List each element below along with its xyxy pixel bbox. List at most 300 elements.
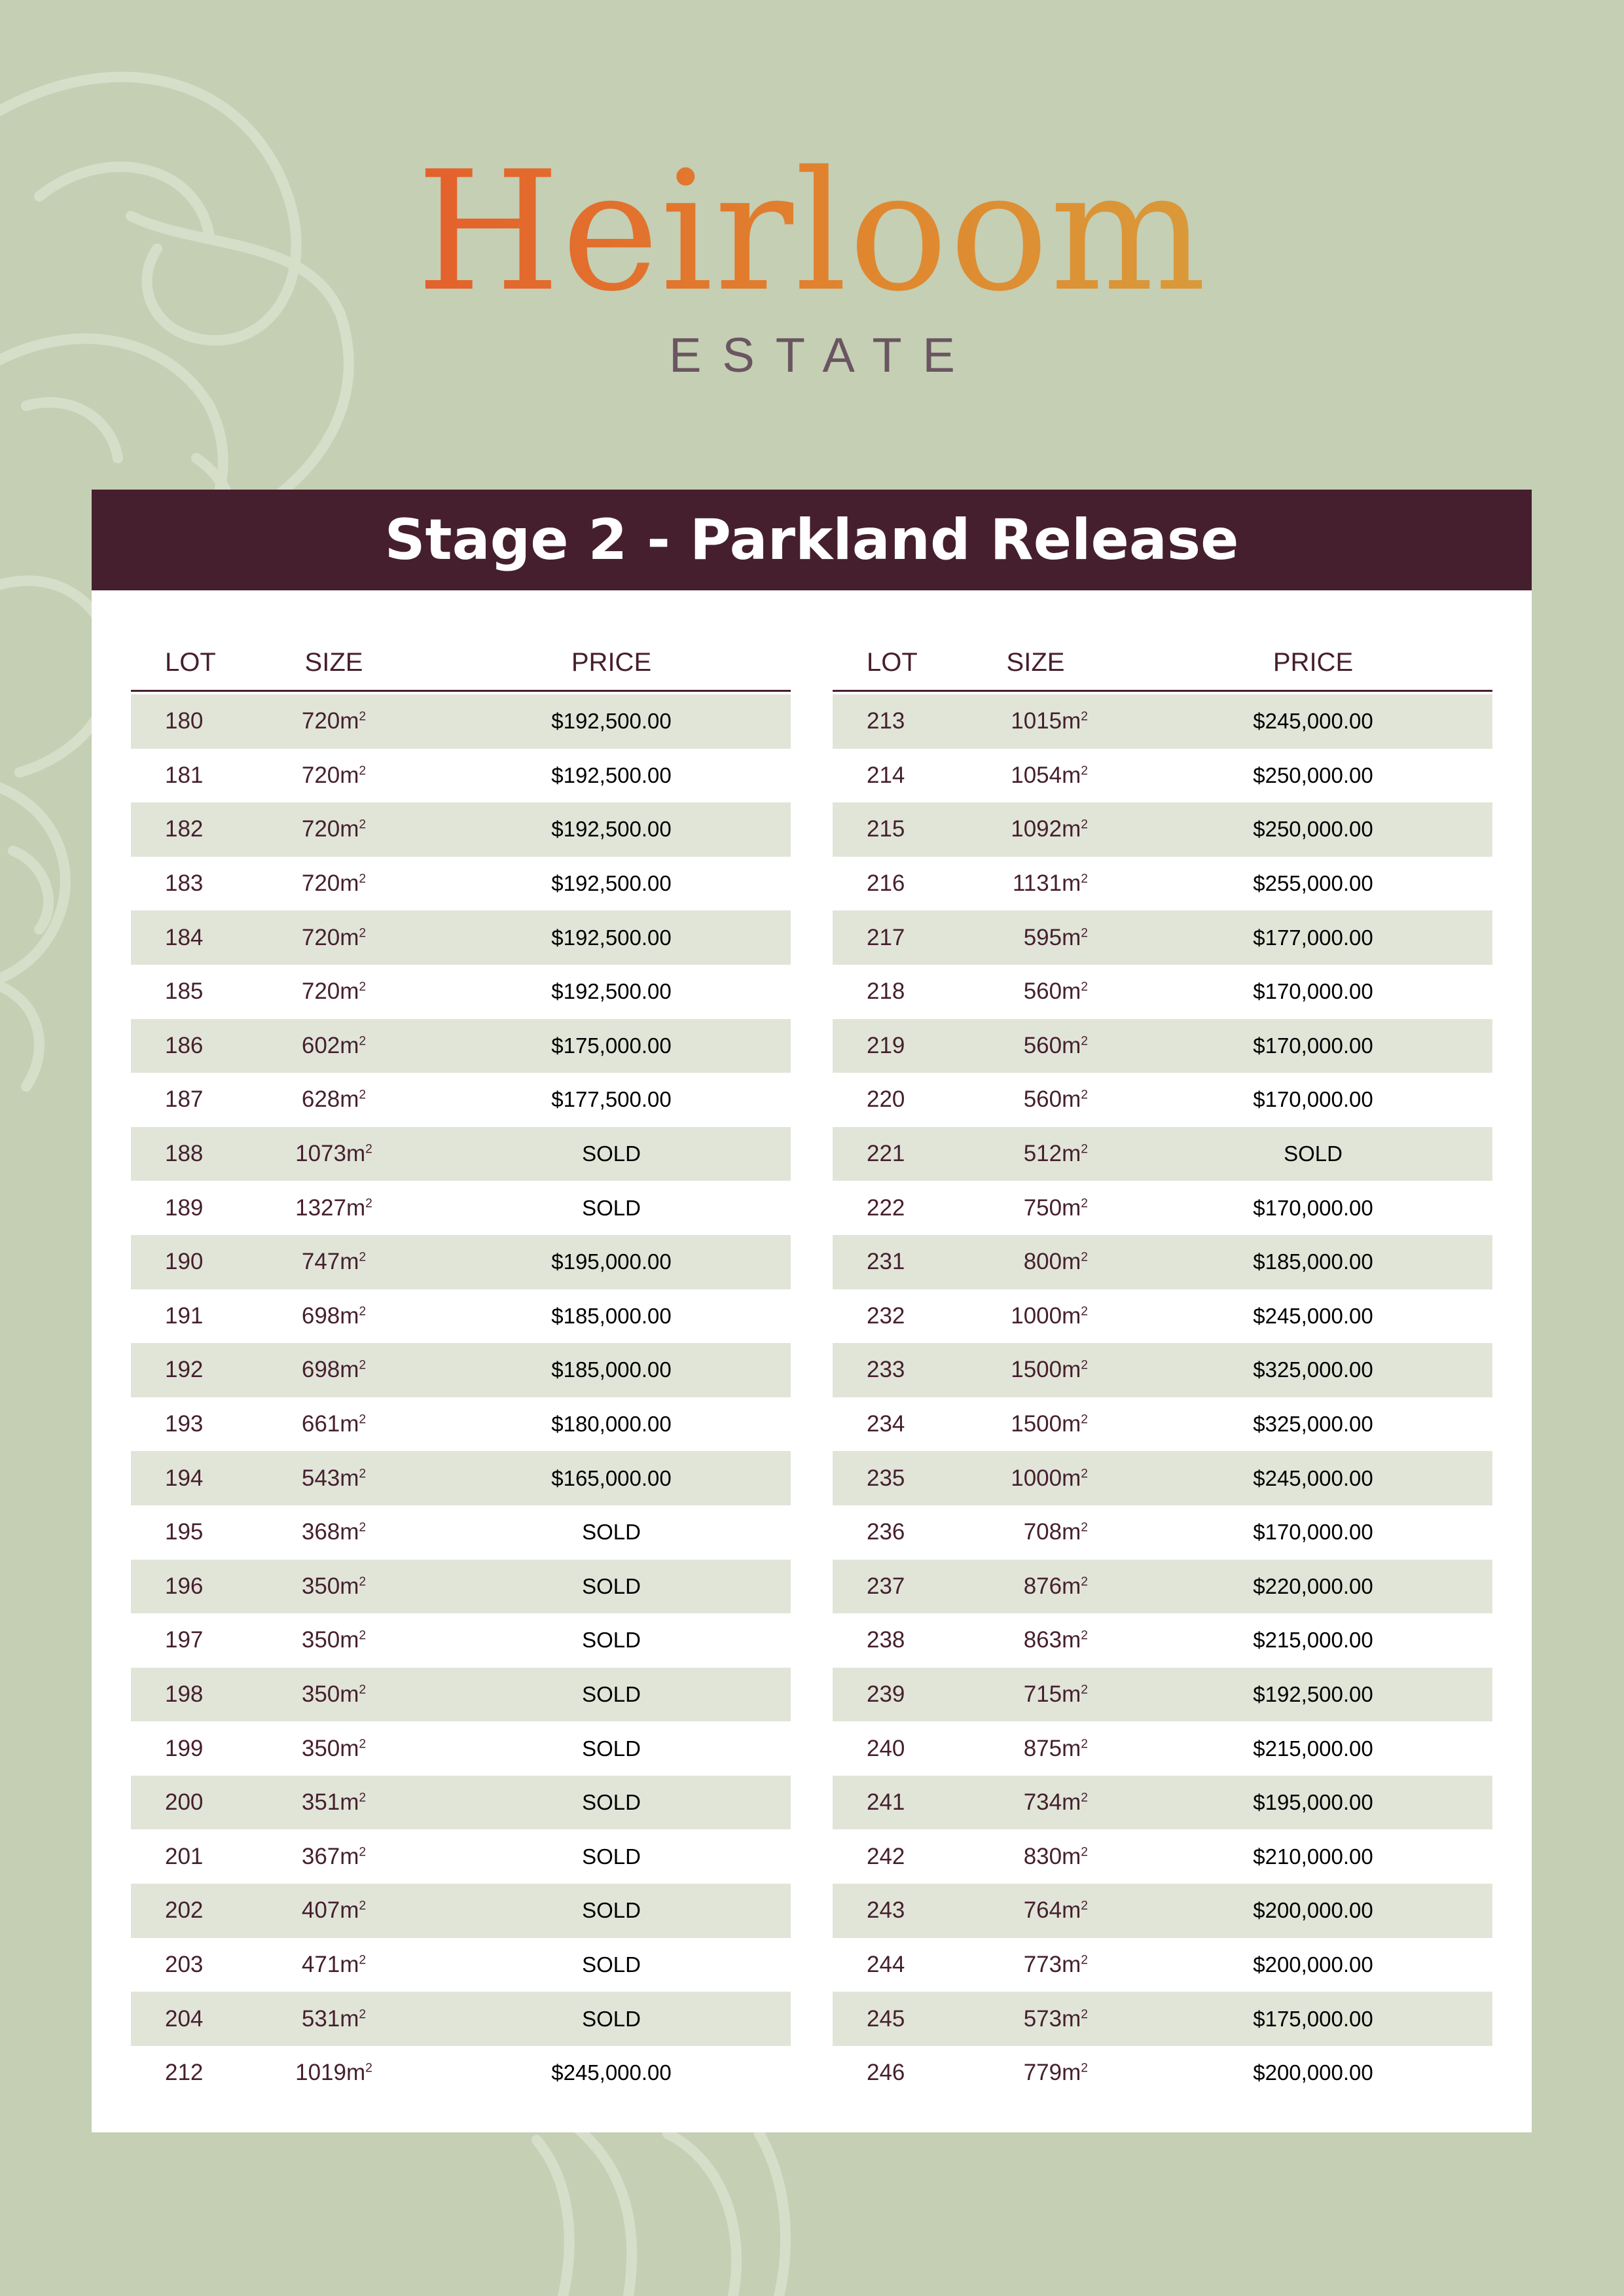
lot-size-value: 875m bbox=[1023, 1735, 1081, 1761]
lot-number: 220 bbox=[867, 1086, 905, 1113]
lot-price: $165,000.00 bbox=[551, 1465, 672, 1490]
lot-size bbox=[937, 1033, 1134, 1059]
square-superscript: 2 bbox=[359, 1250, 367, 1265]
square-superscript: 2 bbox=[359, 1899, 367, 1913]
lot-price: $185,000.00 bbox=[1253, 1249, 1373, 1274]
lot-size-value: 863m bbox=[1023, 1627, 1081, 1653]
lot-size-value: 560m bbox=[1023, 1032, 1081, 1058]
table-row bbox=[131, 1776, 791, 1830]
lot-size bbox=[937, 1141, 1134, 1167]
lot-size bbox=[937, 1195, 1134, 1221]
square-superscript: 2 bbox=[359, 764, 367, 778]
lot-price: $185,000.00 bbox=[551, 1357, 672, 1382]
square-superscript: 2 bbox=[1081, 1466, 1088, 1480]
lot-number: 196 bbox=[165, 1573, 204, 1599]
table-row bbox=[833, 1451, 1492, 1505]
lot-number: 222 bbox=[867, 1194, 905, 1221]
lot-size-value: 750m bbox=[1023, 1194, 1081, 1221]
lot-size-value: 350m bbox=[301, 1735, 359, 1761]
lot-price: $215,000.00 bbox=[1253, 1736, 1373, 1761]
square-superscript: 2 bbox=[1081, 1791, 1088, 1805]
lot-price: $195,000.00 bbox=[551, 1249, 672, 1274]
square-superscript: 2 bbox=[359, 1628, 367, 1643]
lot-price: SOLD bbox=[582, 1898, 641, 1923]
lot-size-value: 830m bbox=[1023, 1843, 1081, 1869]
lot-number: 191 bbox=[165, 1302, 204, 1329]
table-row bbox=[131, 2046, 791, 2100]
lot-number: 194 bbox=[165, 1465, 204, 1491]
square-superscript: 2 bbox=[365, 2061, 372, 2075]
lot-number: 203 bbox=[165, 1951, 204, 1977]
lot-number: 214 bbox=[867, 762, 905, 788]
lot-number: 212 bbox=[165, 2060, 204, 2086]
lot-price: $215,000.00 bbox=[1253, 1628, 1373, 1653]
lot-price: $245,000.00 bbox=[551, 2060, 672, 2085]
lot-size bbox=[236, 2060, 432, 2086]
lot-size-value: 708m bbox=[1023, 1519, 1081, 1545]
square-superscript: 2 bbox=[359, 1034, 367, 1049]
square-superscript: 2 bbox=[359, 1845, 367, 1859]
stage-title: Stage 2 - Parkland Release bbox=[92, 490, 1532, 590]
lot-price: $192,500.00 bbox=[551, 817, 672, 842]
header-size: SIZE bbox=[304, 647, 363, 677]
table-row bbox=[833, 910, 1492, 965]
lot-price: SOLD bbox=[582, 1628, 641, 1653]
lot-price: $170,000.00 bbox=[1253, 1520, 1373, 1545]
lot-size bbox=[937, 870, 1134, 897]
lot-size-value: 1000m bbox=[1011, 1465, 1081, 1491]
square-superscript: 2 bbox=[1081, 764, 1088, 778]
lot-size-value: 720m bbox=[301, 708, 359, 734]
lot-price: $200,000.00 bbox=[1253, 1952, 1373, 1977]
square-superscript: 2 bbox=[359, 1304, 367, 1319]
lot-price: $195,000.00 bbox=[1253, 1790, 1373, 1815]
table-row bbox=[131, 1613, 791, 1668]
lot-number: 243 bbox=[867, 1897, 905, 1924]
square-superscript: 2 bbox=[359, 709, 367, 724]
price-table-left bbox=[131, 635, 791, 2100]
table-row bbox=[131, 1235, 791, 1289]
lot-number: 199 bbox=[165, 1735, 204, 1761]
table-row bbox=[131, 694, 791, 749]
lot-size bbox=[937, 816, 1134, 842]
lot-number: 215 bbox=[867, 816, 905, 842]
table-row bbox=[833, 1829, 1492, 1884]
lot-size bbox=[236, 1465, 432, 1492]
table-row bbox=[833, 2046, 1492, 2100]
square-superscript: 2 bbox=[359, 1520, 367, 1535]
lot-size bbox=[236, 870, 432, 897]
header-price: PRICE bbox=[1272, 647, 1354, 677]
lot-price: SOLD bbox=[582, 1141, 641, 1166]
square-superscript: 2 bbox=[1081, 817, 1088, 832]
lot-size-value: 543m bbox=[301, 1465, 359, 1491]
lot-number: 219 bbox=[867, 1032, 905, 1058]
lot-number: 218 bbox=[867, 978, 905, 1005]
lot-number: 195 bbox=[165, 1519, 204, 1545]
lot-size bbox=[937, 1844, 1134, 1870]
square-superscript: 2 bbox=[1081, 1304, 1088, 1319]
lot-price: $177,000.00 bbox=[1253, 925, 1373, 950]
table-row bbox=[131, 910, 791, 965]
lot-number: 202 bbox=[165, 1897, 204, 1924]
lot-number: 221 bbox=[867, 1141, 905, 1167]
square-superscript: 2 bbox=[1081, 926, 1088, 941]
lot-number: 239 bbox=[867, 1681, 905, 1707]
lot-price: $245,000.00 bbox=[1253, 1465, 1373, 1490]
table-row bbox=[833, 1938, 1492, 1992]
lot-price: $175,000.00 bbox=[551, 1033, 672, 1058]
square-superscript: 2 bbox=[359, 872, 367, 886]
table-row bbox=[833, 1992, 1492, 2046]
lot-size-value: 350m bbox=[301, 1573, 359, 1599]
lot-size bbox=[937, 1627, 1134, 1653]
lot-number: 216 bbox=[867, 870, 905, 897]
table-row bbox=[833, 1127, 1492, 1181]
lot-size-value: 720m bbox=[301, 816, 359, 842]
lot-number: 234 bbox=[867, 1411, 905, 1437]
lot-size-value: 560m bbox=[1023, 978, 1081, 1005]
table-row bbox=[131, 1019, 791, 1073]
table-row bbox=[131, 802, 791, 857]
lot-size bbox=[236, 762, 432, 789]
square-superscript: 2 bbox=[1081, 1899, 1088, 1913]
lot-number: 233 bbox=[867, 1357, 905, 1383]
lot-price: $192,500.00 bbox=[551, 709, 672, 734]
lot-number: 182 bbox=[165, 816, 204, 842]
table-row bbox=[833, 749, 1492, 803]
lot-size-value: 779m bbox=[1023, 2060, 1081, 2086]
lot-price: $192,500.00 bbox=[551, 871, 672, 896]
lot-size-value: 1327m bbox=[295, 1194, 366, 1221]
header-lot: LOT bbox=[165, 647, 216, 677]
lot-price: SOLD bbox=[582, 1681, 641, 1706]
lot-number: 186 bbox=[165, 1032, 204, 1058]
table-row bbox=[833, 1343, 1492, 1397]
lot-size-value: 1500m bbox=[1011, 1411, 1081, 1437]
square-superscript: 2 bbox=[359, 1466, 367, 1480]
square-superscript: 2 bbox=[1081, 2007, 1088, 2021]
table-row bbox=[131, 1668, 791, 1722]
lot-size bbox=[937, 2060, 1134, 2086]
square-superscript: 2 bbox=[359, 1358, 367, 1372]
square-superscript: 2 bbox=[1081, 1142, 1088, 1157]
lot-number: 185 bbox=[165, 978, 204, 1005]
lot-number: 236 bbox=[867, 1519, 905, 1545]
square-superscript: 2 bbox=[359, 1412, 367, 1427]
lot-number: 183 bbox=[165, 870, 204, 897]
lot-size-value: 573m bbox=[1023, 2005, 1081, 2032]
lot-size bbox=[937, 1952, 1134, 1978]
lot-size-value: 1000m bbox=[1011, 1302, 1081, 1329]
lot-number: 190 bbox=[165, 1249, 204, 1275]
lot-number: 184 bbox=[165, 924, 204, 950]
table-row bbox=[131, 1073, 791, 1127]
lot-price: $200,000.00 bbox=[1253, 1898, 1373, 1923]
square-superscript: 2 bbox=[359, 1953, 367, 1967]
table-row bbox=[833, 857, 1492, 911]
lot-size-value: 876m bbox=[1023, 1573, 1081, 1599]
table-row bbox=[833, 1289, 1492, 1344]
lot-size bbox=[236, 816, 432, 842]
lot-price: $170,000.00 bbox=[1253, 1195, 1373, 1220]
price-list-panel bbox=[92, 490, 1532, 2132]
lot-number: 200 bbox=[165, 1789, 204, 1816]
lot-price: SOLD bbox=[582, 1736, 641, 1761]
lot-price: $192,500.00 bbox=[551, 925, 672, 950]
lot-size bbox=[937, 1303, 1134, 1329]
lot-size-value: 350m bbox=[301, 1627, 359, 1653]
square-superscript: 2 bbox=[1081, 1736, 1088, 1751]
square-superscript: 2 bbox=[359, 1683, 367, 1697]
square-superscript: 2 bbox=[365, 1142, 372, 1157]
square-superscript: 2 bbox=[1081, 1953, 1088, 1967]
lot-size-value: 531m bbox=[301, 2005, 359, 2032]
table-row bbox=[131, 1451, 791, 1505]
table-row bbox=[131, 1181, 791, 1235]
lot-price: SOLD bbox=[582, 2006, 641, 2031]
lot-size bbox=[937, 1086, 1134, 1113]
lot-price: SOLD bbox=[582, 1790, 641, 1815]
lot-price: $245,000.00 bbox=[1253, 1303, 1373, 1328]
lot-size bbox=[937, 1357, 1134, 1383]
square-superscript: 2 bbox=[359, 1088, 367, 1102]
lot-size bbox=[236, 978, 432, 1005]
lot-number: 188 bbox=[165, 1141, 204, 1167]
lot-price: $170,000.00 bbox=[1253, 979, 1373, 1004]
lot-number: 192 bbox=[165, 1357, 204, 1383]
table-row bbox=[833, 1721, 1492, 1776]
lot-number: 201 bbox=[165, 1843, 204, 1869]
table-row bbox=[833, 1613, 1492, 1668]
lot-size bbox=[937, 1789, 1134, 1816]
lot-number: 244 bbox=[867, 1951, 905, 1977]
lot-size bbox=[937, 1519, 1134, 1545]
lot-number: 241 bbox=[867, 1789, 905, 1816]
square-superscript: 2 bbox=[1081, 1088, 1088, 1102]
square-superscript: 2 bbox=[365, 1196, 372, 1210]
lot-size bbox=[236, 1844, 432, 1870]
lot-size-value: 350m bbox=[301, 1681, 359, 1707]
lot-price: $170,000.00 bbox=[1253, 1087, 1373, 1112]
lot-size-value: 764m bbox=[1023, 1897, 1081, 1924]
table-row bbox=[833, 694, 1492, 749]
lot-price: $210,000.00 bbox=[1253, 1844, 1373, 1869]
lot-size-value: 720m bbox=[301, 762, 359, 788]
header-lot: LOT bbox=[867, 647, 918, 677]
lot-number: 240 bbox=[867, 1735, 905, 1761]
square-superscript: 2 bbox=[1081, 1034, 1088, 1049]
lot-size-value: 1015m bbox=[1011, 708, 1081, 734]
square-superscript: 2 bbox=[359, 2007, 367, 2021]
lot-number: 237 bbox=[867, 1573, 905, 1599]
lot-price: SOLD bbox=[582, 1520, 641, 1545]
lot-size-value: 1054m bbox=[1011, 762, 1081, 788]
lot-size bbox=[937, 1736, 1134, 1762]
square-superscript: 2 bbox=[359, 1791, 367, 1805]
table-row bbox=[131, 1127, 791, 1181]
lot-size-value: 1019m bbox=[295, 2060, 366, 2086]
table-row bbox=[131, 857, 791, 911]
lot-size bbox=[236, 1303, 432, 1329]
brand-subtitle: ESTATE bbox=[669, 328, 976, 382]
lot-size-value: 734m bbox=[1023, 1789, 1081, 1816]
lot-size bbox=[937, 925, 1134, 951]
lot-size bbox=[236, 1736, 432, 1762]
lot-size bbox=[236, 1249, 432, 1275]
lot-price: SOLD bbox=[582, 1952, 641, 1977]
square-superscript: 2 bbox=[1081, 980, 1088, 994]
lot-size bbox=[937, 1249, 1134, 1275]
lot-price: $200,000.00 bbox=[1253, 2060, 1373, 2085]
square-superscript: 2 bbox=[1081, 709, 1088, 724]
lot-number: 245 bbox=[867, 2005, 905, 2032]
lot-number: 235 bbox=[867, 1465, 905, 1491]
table-row bbox=[131, 1560, 791, 1614]
table-row bbox=[131, 1992, 791, 2046]
square-superscript: 2 bbox=[1081, 1250, 1088, 1265]
lot-size-value: 368m bbox=[301, 1519, 359, 1545]
lot-size bbox=[937, 1465, 1134, 1492]
lot-size-value: 715m bbox=[1023, 1681, 1081, 1707]
lot-number: 231 bbox=[867, 1249, 905, 1275]
lot-size bbox=[236, 1086, 432, 1113]
square-superscript: 2 bbox=[1081, 1628, 1088, 1643]
estate-logo bbox=[0, 136, 1624, 383]
lot-size-value: 407m bbox=[301, 1897, 359, 1924]
table-row bbox=[131, 1343, 791, 1397]
lot-number: 198 bbox=[165, 1681, 204, 1707]
table-row bbox=[833, 1019, 1492, 1073]
lot-size bbox=[236, 1141, 432, 1167]
lot-price: SOLD bbox=[1284, 1141, 1343, 1166]
square-superscript: 2 bbox=[359, 1736, 367, 1751]
table-row bbox=[131, 1884, 791, 1938]
lot-size bbox=[236, 925, 432, 951]
lot-price: $175,000.00 bbox=[1253, 2006, 1373, 2031]
square-superscript: 2 bbox=[1081, 1412, 1088, 1427]
lot-size-value: 1092m bbox=[1011, 816, 1081, 842]
square-superscript: 2 bbox=[1081, 872, 1088, 886]
lot-size-value: 720m bbox=[301, 870, 359, 897]
lot-size bbox=[236, 1411, 432, 1437]
lot-size bbox=[236, 1627, 432, 1653]
table-row bbox=[131, 1938, 791, 1992]
lot-price: $325,000.00 bbox=[1253, 1357, 1373, 1382]
lot-size-value: 800m bbox=[1023, 1249, 1081, 1275]
lot-price: $192,500.00 bbox=[551, 979, 672, 1004]
square-superscript: 2 bbox=[359, 1575, 367, 1589]
lot-size bbox=[937, 1411, 1134, 1437]
square-superscript: 2 bbox=[1081, 1520, 1088, 1535]
lot-size bbox=[937, 762, 1134, 789]
lot-number: 181 bbox=[165, 762, 204, 788]
lot-size bbox=[236, 1681, 432, 1708]
lot-price: $192,500.00 bbox=[551, 762, 672, 787]
lot-number: 217 bbox=[867, 924, 905, 950]
square-superscript: 2 bbox=[359, 817, 367, 832]
table-row bbox=[131, 1829, 791, 1884]
lot-size bbox=[236, 1789, 432, 1816]
lot-size bbox=[236, 1033, 432, 1059]
table-row bbox=[131, 1289, 791, 1344]
lot-size-value: 1131m bbox=[1012, 870, 1081, 897]
lot-number: 238 bbox=[867, 1627, 905, 1653]
lot-size-value: 471m bbox=[301, 1951, 359, 1977]
table-row bbox=[833, 1397, 1492, 1452]
lot-size bbox=[236, 1897, 432, 1924]
lot-size bbox=[236, 1573, 432, 1600]
lot-price: $192,500.00 bbox=[1253, 1681, 1373, 1706]
lot-size bbox=[236, 1357, 432, 1383]
lot-number: 246 bbox=[867, 2060, 905, 2086]
lot-size bbox=[937, 1897, 1134, 1924]
table-row bbox=[833, 1560, 1492, 1614]
table-row bbox=[833, 1668, 1492, 1722]
lot-number: 232 bbox=[867, 1302, 905, 1329]
lot-number: 197 bbox=[165, 1627, 204, 1653]
lot-size bbox=[236, 708, 432, 734]
table-row bbox=[131, 749, 791, 803]
table-row bbox=[833, 1181, 1492, 1235]
lot-price: $170,000.00 bbox=[1253, 1033, 1373, 1058]
lot-size-value: 595m bbox=[1023, 924, 1081, 950]
square-superscript: 2 bbox=[1081, 2061, 1088, 2075]
lot-number: 189 bbox=[165, 1194, 204, 1221]
lot-size-value: 1073m bbox=[295, 1141, 366, 1167]
table-body bbox=[833, 694, 1492, 2100]
table-row bbox=[833, 1235, 1492, 1289]
lot-size bbox=[236, 1952, 432, 1978]
lot-size-value: 602m bbox=[301, 1032, 359, 1058]
lot-price: $250,000.00 bbox=[1253, 817, 1373, 842]
lot-price: $180,000.00 bbox=[551, 1412, 672, 1437]
table-row bbox=[833, 1884, 1492, 1938]
square-superscript: 2 bbox=[1081, 1358, 1088, 1372]
square-superscript: 2 bbox=[1081, 1683, 1088, 1697]
square-superscript: 2 bbox=[1081, 1196, 1088, 1210]
lot-price: SOLD bbox=[582, 1844, 641, 1869]
lot-price: $245,000.00 bbox=[1253, 709, 1373, 734]
lot-size bbox=[236, 1195, 432, 1221]
lot-number: 213 bbox=[867, 708, 905, 734]
lot-number: 242 bbox=[867, 1843, 905, 1869]
lot-size-value: 698m bbox=[301, 1302, 359, 1329]
lot-size-value: 351m bbox=[301, 1789, 359, 1816]
lot-size bbox=[937, 708, 1134, 734]
lot-number: 193 bbox=[165, 1411, 204, 1437]
lot-size bbox=[236, 1519, 432, 1545]
table-row bbox=[833, 1776, 1492, 1830]
lot-price: $250,000.00 bbox=[1253, 762, 1373, 787]
lot-size-value: 628m bbox=[301, 1086, 359, 1113]
square-superscript: 2 bbox=[359, 980, 367, 994]
square-superscript: 2 bbox=[1081, 1575, 1088, 1589]
lot-size bbox=[236, 2006, 432, 2032]
lot-price: $255,000.00 bbox=[1253, 871, 1373, 896]
lot-price: SOLD bbox=[582, 1573, 641, 1598]
lot-size bbox=[937, 2006, 1134, 2032]
table-body bbox=[131, 694, 791, 2100]
lot-size-value: 560m bbox=[1023, 1086, 1081, 1113]
lot-size bbox=[937, 978, 1134, 1005]
lot-price: SOLD bbox=[582, 1195, 641, 1220]
table-row bbox=[131, 1505, 791, 1560]
lot-price: $325,000.00 bbox=[1253, 1412, 1373, 1437]
lot-price: $177,500.00 bbox=[551, 1087, 672, 1112]
table-row bbox=[131, 965, 791, 1019]
lot-size bbox=[937, 1681, 1134, 1708]
